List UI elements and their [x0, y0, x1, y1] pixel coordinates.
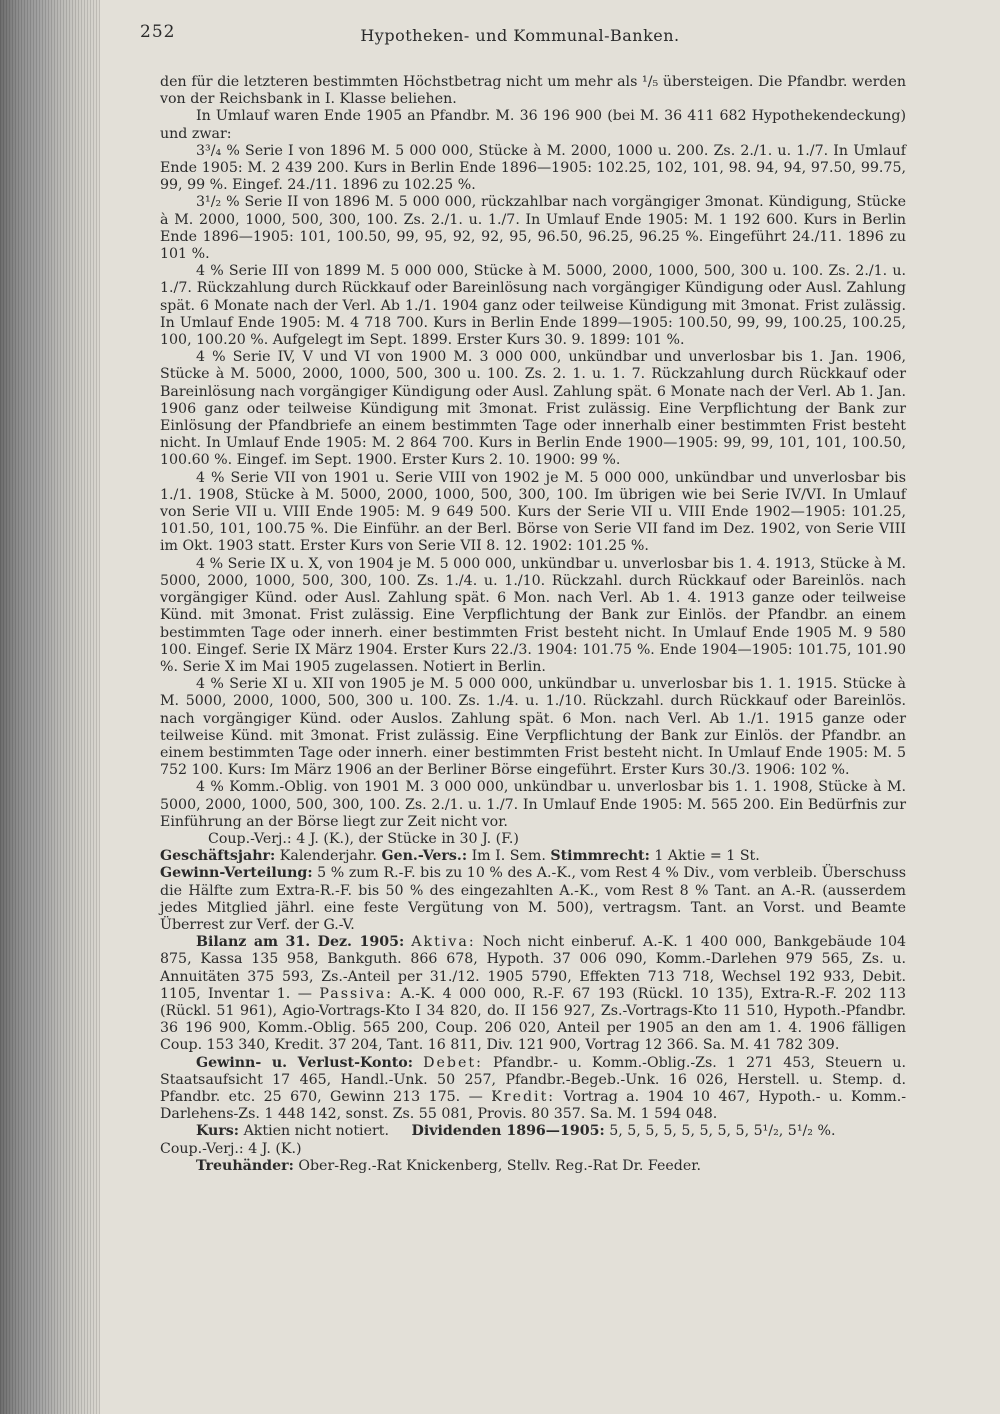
paragraph-umlauf: In Umlauf waren Ende 1905 an Pfandbr. M. 36 196 900 (bei M. 36 411 682 Hypothekendeckung) und zwar: [160, 108, 906, 142]
text-kurs: Aktien nicht notiert. [243, 1123, 389, 1140]
section-treuhaender [160, 1158, 906, 1175]
label-geschaeftsjahr: Geschäftsjahr: [160, 848, 276, 865]
label-kurs: Kurs: [196, 1123, 240, 1140]
text-treuhaender: Ober-Reg.-Rat Knickenberg, Stellv. Reg.-Rat Dr. Feeder. [298, 1157, 701, 1174]
text-debet: Pfandbr.- u. Komm.-Oblig.-Zs. 1 271 453, Steuern u. Staatsaufsicht 17 465, Handl.-Unk. 50 257, Pfandbr.-Begeb.-Unk. 16 026, Herstell. u. Stemp. d. Pfandbr. etc. 25 670, Gewinn 213 175. — [160, 1054, 906, 1105]
text-geschaeftsjahr: Kalenderjahr. [279, 848, 377, 865]
section-bilanz [160, 934, 906, 1054]
label-treuhaender: Treuhänder: [196, 1157, 294, 1174]
section-gewinn-verlust [160, 1055, 906, 1124]
section-kurs-dividenden [160, 1123, 906, 1140]
paragraph-intro: den für die letzteren bestimmten Höchstbetrag nicht um mehr als ¹/₅ übersteigen. Die Pfandbr. werden von der Reichsbank in I. Klasse beliehen. [160, 74, 906, 108]
label-gen-vers: Gen.-Vers.: [381, 848, 468, 865]
text-passiva: A.-K. 4 000 000, R.-F. 67 193 (Rückl. 10 135), Extra-R.-F. 202 113 (Rückl. 51 961), Agio-Vortrags-Kto I 34 820, do. II 156 927, Zs.-Vortrags-Kto 11 510, Hypoth.-Pfandbr. 36 196 900, Komm.-Oblig. 565 200, Coup. 206 020, Anteil per 1905 an den am 1. 4. 1906 fälligen Coup. 153 340, Kredit. 37 204, Tant. 16 811, Div. 121 900, Vortrag 12 366. Sa. M. 41 782 309. [160, 985, 906, 1054]
page-header [140, 22, 900, 52]
paragraph-serie-ii: 3¹/₂ % Serie II von 1896 M. 5 000 000, rückzahlbar nach vorgängiger 3monat. Kündigung, Stücke à M. 2000, 1000, 500, 300, 100. Zs. 2./1. u. 1./7. In Umlauf Ende 1905: M. 1 192 600. Kurs in Berlin Ende 1896—1905: 101, 100.50, 99, 95, 92, 92, 95, 96.50, 96.25, 96.25 %. Eingeführt 24./11. 1896 zu 101 %. [160, 194, 906, 263]
paragraph-serie-vii-viii: 4 % Serie VII von 1901 u. Serie VIII von 1902 je M. 5 000 000, unkündbar und unverlosbar bis 1./1. 1908, Stücke à M. 5000, 2000, 1000, 500, 300, 100. Im übrigen wie bei Serie IV/VI. In Umlauf von Serie VII u. VIII Ende 1905: M. 9 649 500. Kurs der Serie VII u. VIII Ende 1902—1905: 101.25, 101.50, 101, 100.75 %. Die Einführ. an der Berl. Börse von Serie VII fand im Dez. 1902, von Serie VIII im Okt. 1903 statt. Erster Kurs von Serie VII 8. 12. 1902: 101.25 %. [160, 469, 906, 555]
label-passiva: Passiva: [319, 985, 394, 1002]
paragraph-coup-verj: Coup.-Verj.: 4 J. (K.), der Stücke in 30 J. (F.) [208, 830, 519, 847]
book-spine-shadow [0, 0, 100, 1414]
text-dividenden: 5, 5, 5, 5, 5, 5, 5, 5, 5¹/₂, 5¹/₂ %. [609, 1123, 836, 1140]
label-aktiva: Aktiva: [411, 934, 476, 951]
running-title: Hypotheken- und Kommunal-Banken. [360, 26, 680, 45]
paragraph-serie-ix-x: 4 % Serie IX u. X, von 1904 je M. 5 000 000, unkündbar u. unverlosbar bis 1. 4. 1913, Stücke à M. 5000, 2000, 1000, 500, 300, 100. Zs. 1./4. u. 1./10. Rückzahl. durch Rückkauf oder Bareinlös. nach vorgängiger Künd. oder Ausl. Zahlung spät. 6 Mon. nach Verl. Ab 1. 4. 1913 ganze oder teilweise Künd. mit 3monat. Frist zulässig. Eine Verpflichtung der Bank zur Einlös. der Pfandbr. an einem bestimmten Tage oder innerh. einer bestimmten Frist besteht nicht. In Umlauf Ende 1905 M. 9 580 100. Eingef. Serie IX März 1904. Erster Kurs 22./3. 1904: 101.75 %. Ende 1904—1905: 101.75, 101.90 %. Serie X im Mai 1905 zugelassen. Notiert in Berlin. [160, 555, 906, 675]
paragraph-serie-iv-vi: 4 % Serie IV, V und VI von 1900 M. 3 000 000, unkündbar und unverlosbar bis 1. Jan. 1906, Stücke à M. 5000, 2000, 1000, 500, 300 u. 100. Zs. 2. 1. u. 1. 7. Rückzahlung durch Rückkauf oder Bareinlösung nach vorgängiger Kündigung oder Ausl. Zahlung spät. 6 Monate nach der Verl. Ab 1. Jan. 1906 ganz oder teilweise Kündigung mit 3monat. Frist zulässig. Eine Verpflichtung der Bank zur Einlösung der Pfandbriefe an einem bestimmten Tage oder innerhalb einer bestimmten Frist besteht nicht. In Umlauf Ende 1905: M. 2 864 700. Kurs in Berlin Ende 1900—1905: 99, 99, 101, 101, 100.50, 100.60 %. Eingef. im Sept. 1900. Erster Kurs 2. 10. 1900: 99 %. [160, 349, 906, 469]
section-geschaeftsjahr [160, 848, 906, 865]
page-body [160, 74, 906, 1175]
paragraph-serie-xi-xii: 4 % Serie XI u. XII von 1905 je M. 5 000 000, unkündbar u. unverlosbar bis 1. 1. 1915. Stücke à M. 5000, 2000, 1000, 500, 300 u. 100. Zs. 1./4. u. 1./10. Rückzahl. durch Rückkauf oder Bareinlös. nach vorgängiger Künd. oder Auslos. Zahlung spät. 6 Mon. nach Verl. Ab 1./1. 1915 ganze oder teilweise Künd. mit 3monat. Frist zulässig. Eine Verpflichtung der Bank zur Einlös. der Pfandbr. an einem bestimmten Tage oder innerh. einer bestimmten Frist besteht nicht. In Umlauf Ende 1905: M. 5 752 100. Kurs: Im März 1906 an der Berliner Börse eingeführt. Erster Kurs 30./3. 1906: 102 %. [160, 676, 906, 779]
section-coupon: Coup.-Verj.: 4 J. (K.) [160, 1140, 302, 1157]
text-gen-vers: Im I. Sem. [471, 848, 546, 865]
label-bilanz: Bilanz am 31. Dez. 1905: [196, 934, 405, 951]
label-dividenden: Dividenden 1896—1905: [411, 1123, 605, 1140]
page-number: 252 [140, 22, 176, 42]
text-stimmrecht: 1 Aktie = 1 St. [654, 848, 760, 865]
paragraph-komm-oblig: 4 % Komm.-Oblig. von 1901 M. 3 000 000, unkündbar u. unverlosbar bis 1. 1. 1908, Stücke à M. 5000, 2000, 1000, 500, 300, 100. Zs. 2./1. u. 1./7. In Umlauf Ende 1905: M. 565 200. Ein Bedürfnis zur Einführung an der Börse liegt zur Zeit nicht vor. [160, 779, 906, 830]
paragraph-serie-iii: 4 % Serie III von 1899 M. 5 000 000, Stücke à M. 5000, 2000, 1000, 500, 300 u. 100. Zs. 2./1. u. 1./7. Rückzahlung durch Rückkauf oder Bareinlösung nach vorgängiger Kündigung oder Ausl. Zahlung spät. 6 Monate nach der Verl. Ab 1./1. 1904 ganz oder teilweise Kündigung mit 3monat. Frist zulässig. In Umlauf Ende 1905: M. 4 718 700. Kurs in Berlin Ende 1899—1905: 100.50, 99, 99, 100.25, 100.25, 100, 100.20 %. Aufgelegt im Sept. 1899. Erster Kurs 30. 9. 1899: 101 %. [160, 263, 906, 349]
section-gewinn-verteilung [160, 865, 906, 934]
text-kredit: Vortrag a. 1904 10 467, Hypoth.- u. Komm.-Darlehens-Zs. 1 448 142, sonst. Zs. 55 081, Provis. 80 357. Sa. M. 1 594 048. [160, 1088, 907, 1123]
label-gewinn-verteilung: Gewinn-Verteilung: [160, 865, 313, 882]
paragraph-serie-i: 3³/₄ % Serie I von 1896 M. 5 000 000, Stücke à M. 2000, 1000 u. 200. Zs. 2./1. u. 1./7. In Umlauf Ende 1905: M. 2 439 200. Kurs in Berlin Ende 1896—1905: 102.25, 102, 101, 98. 94, 94, 97.50, 99.75, 99, 99 %. Eingef. 24./11. 1896 zu 102.25 %. [160, 142, 906, 194]
label-gewinn-verlust: Gewinn- u. Verlust-Konto: [196, 1054, 414, 1071]
label-kredit: Kredit: [491, 1088, 556, 1105]
label-stimmrecht: Stimmrecht: [550, 848, 650, 865]
text-gewinn-verteilung: 5 % zum R.-F. bis zu 10 % des A.-K., vom Rest 4 % Div., vom verbleib. Überschuss die Hälfte zum Extra-R.-F. bis 50 % des eingezahlten A.-K., vom Rest 8 % Tant. an A.-R. (ausserdem jedes Mitglied jährl. eine feste Vergütung von M. 500), vertragsm. Tant. an Vorst. und Beamte Überrest zur Verf. der G.-V. [160, 865, 906, 933]
label-debet: Debet: [423, 1054, 483, 1071]
text-aktiva: Noch nicht einberuf. A.-K. 1 400 000, Bankgebäude 104 875, Kassa 135 958, Bankguth. 866 678, Hypoth. 37 006 090, Komm.-Darlehen 979 565, Zs. u. Annuitäten 375 593, Zs.-Anteil per 31./12. 1905 5790, Effekten 713 718, Wechsel 192 933, Debit. 1105, Inventar 1. — [160, 934, 906, 1002]
